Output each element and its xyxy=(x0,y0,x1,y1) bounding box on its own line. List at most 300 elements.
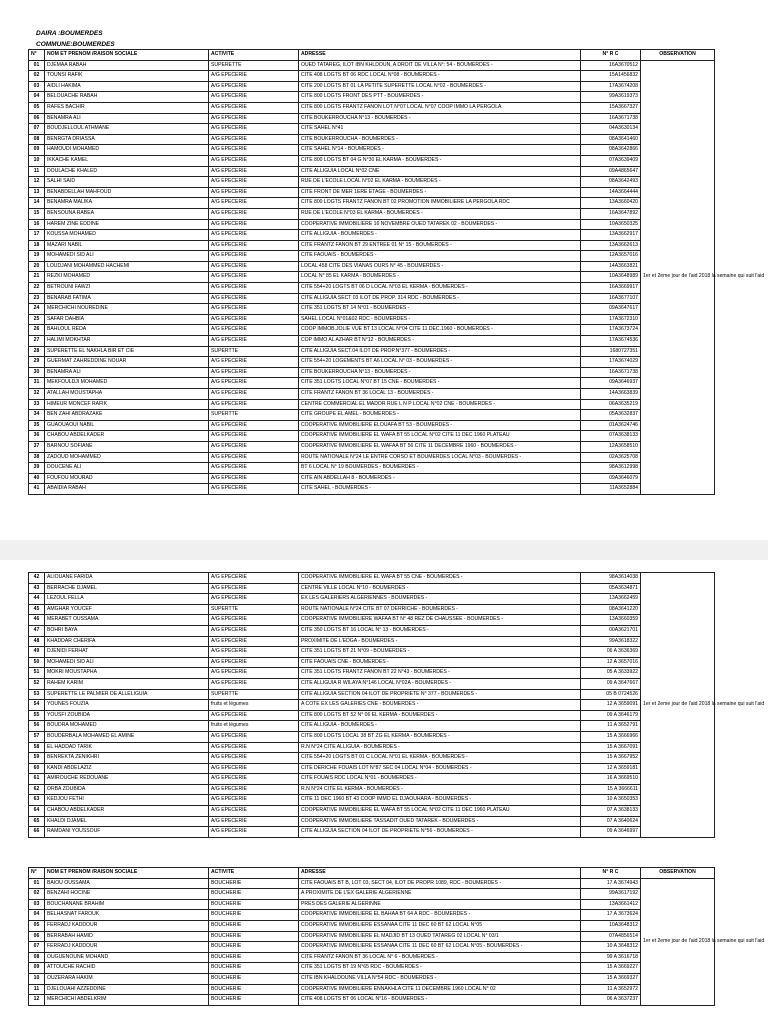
row-address: CITE 800 LOGTS FRANTZ FANON BT 02 PROMOTION IMMOBILIERE LA PERGOLA RDC xyxy=(299,198,581,209)
row-name: MEKFOULDJI MOHAMED xyxy=(45,378,209,389)
row-activity: BOUCHERIE xyxy=(209,899,299,910)
row-activity: A/G EPECERIE xyxy=(209,816,299,827)
row-name: HAREM ZINE EDDINE xyxy=(45,219,209,230)
row-activity: A/G EPECERIE xyxy=(209,240,299,251)
row-address: CITE 800 LOGTS BT 52 N° 06 EL KERMA - BOUMERDES - xyxy=(299,710,581,721)
row-activity: A/G EPECERIE xyxy=(209,678,299,689)
row-address: CITE AIN ABDELLAH 8 - BOUMERDES - xyxy=(299,473,581,484)
row-name: BENSOUNA RABEA xyxy=(45,208,209,219)
row-address: COOPERATIVE IMMOBILIERE EL WAFA BT 55 LOCAL N°02 CITE 11 DEC 1960 PLATEAU xyxy=(299,806,581,817)
row-number: 45 xyxy=(29,604,45,615)
col-header-num: N° xyxy=(29,868,45,879)
row-rc: 17A3674208 xyxy=(581,81,641,92)
row-number: 23 xyxy=(29,293,45,304)
row-activity: A/G EPECERIE xyxy=(209,389,299,400)
row-address: CITE ALLIGUIA SECTION 04 ILOT DE PROPRIETE N° 377 - BOUMERDES - xyxy=(299,689,581,700)
col-header-rc: N° R C xyxy=(581,868,641,879)
table-row xyxy=(29,177,715,188)
row-number: 24 xyxy=(29,304,45,315)
table-row xyxy=(29,963,715,974)
row-address: CITE 351 LOGTS BT 21 N°09 - BOUMERDES - xyxy=(299,647,581,658)
row-number: 05 xyxy=(29,102,45,113)
row-name: RAMDANI YOUSSOUF xyxy=(45,827,209,838)
row-activity: BOUCHERIE xyxy=(209,920,299,931)
row-address: COP IMMO AL AZHAR BT N°12 - BOUMERDES - xyxy=(299,336,581,347)
row-number: 04 xyxy=(29,92,45,103)
table-row xyxy=(29,636,715,647)
table-row xyxy=(29,357,715,368)
row-activity: A/G EPECERIE xyxy=(209,251,299,262)
row-name: BELOUACHE RABAH xyxy=(45,92,209,103)
row-name: BELHASNAT FAROUK xyxy=(45,910,209,921)
row-address: COOPERATIVE IMMOBILIERE ELOUAFA BT 53 - BOUMERDES - xyxy=(299,420,581,431)
row-number: 10 xyxy=(29,973,45,984)
row-number: 25 xyxy=(29,314,45,325)
row-number: 43 xyxy=(29,583,45,594)
row-name: BAHLOUL REDA xyxy=(45,325,209,336)
table-row xyxy=(29,899,715,910)
table-row xyxy=(29,113,715,124)
row-rc: 13A3660420 xyxy=(581,198,641,209)
row-rc: 10 A 3648312 xyxy=(581,942,641,953)
row-rc: 15 A 3667952 xyxy=(581,753,641,764)
row-address: A PROXIMITE DE L'EX GALERIE ALGERIENNE xyxy=(299,889,581,900)
row-rc: 01A3624746 xyxy=(581,420,641,431)
row-rc: 17 A 3673624 xyxy=(581,910,641,921)
document-page-2 xyxy=(0,560,768,1024)
row-activity: A/G EPECERIE xyxy=(209,336,299,347)
row-rc: 17A3672310 xyxy=(581,314,641,325)
row-address: COOPERATIVE IMMOBILIERE 16 NOVEMBRE OUED TATAREK 02 - BOUMERDES - xyxy=(299,219,581,230)
row-name: BETROUNI FAWZI xyxy=(45,283,209,294)
table-row xyxy=(29,931,715,942)
row-rc: 08A3641460 xyxy=(581,134,641,145)
row-activity: A/G EPECERIE xyxy=(209,636,299,647)
table-row xyxy=(29,389,715,400)
table-row xyxy=(29,410,715,421)
observation-cell: 1er et 2eme jour de l'aid 2018 la semaine qui suit l'aid xyxy=(641,573,715,838)
row-activity: A/G EPECERIE xyxy=(209,71,299,82)
row-name: ORBA ZOUBIDA xyxy=(45,784,209,795)
row-number: 22 xyxy=(29,283,45,294)
row-rc: 10A3650325 xyxy=(581,219,641,230)
row-name: EL HADDAD TARIK xyxy=(45,742,209,753)
row-name: AMGHAR YOUCEF xyxy=(45,604,209,615)
row-activity: SUPERTTE xyxy=(209,689,299,700)
row-address: CITE ALLIGUIA R WILAYA N°146 LOCAL N°02A - BOUMERDES - xyxy=(299,678,581,689)
col-header-name: NOM ET PRENOM /RAISON SOCIALE xyxy=(45,50,209,61)
row-rc: 98A3614038 xyxy=(581,573,641,584)
row-address: CITE FOUAIS RDC LOCAL N°01 - BOUMERDES - xyxy=(299,774,581,785)
row-name: ATALLAH MOUSTAPHA xyxy=(45,389,209,400)
table-row xyxy=(29,378,715,389)
row-number: 30 xyxy=(29,367,45,378)
row-rc: 98A3612998 xyxy=(581,463,641,474)
row-number: 57 xyxy=(29,731,45,742)
row-number: 36 xyxy=(29,431,45,442)
table-row xyxy=(29,463,715,474)
row-name: MERCHICHI ABDELKRIM xyxy=(45,995,209,1006)
row-rc: 17 A 3674943 xyxy=(581,878,641,889)
row-address: COOPERATIVE IMMOBILIERE ESSANAA CITE 11 DEC 60 BT 62 LOCAL N°05 - BOUMERDES - xyxy=(299,942,581,953)
row-rc: 10A3648989 xyxy=(581,272,641,283)
table-row xyxy=(29,604,715,615)
row-activity: A/G EPECERIE xyxy=(209,166,299,177)
row-number: 29 xyxy=(29,357,45,368)
row-activity: A/G EPECERIE xyxy=(209,647,299,658)
row-rc: 09A3646079 xyxy=(581,473,641,484)
row-address: CITE 11 DEC 1960 BT 43 COOP IMMO EL DJAOUHARA - BOUMERDES - xyxy=(299,795,581,806)
row-activity: A/G EPECERIE xyxy=(209,367,299,378)
row-address: COOPERATIVE IMMOBILIERE TASSADIT OUED TATAREK - BOUMERDES - xyxy=(299,816,581,827)
row-number: 52 xyxy=(29,678,45,689)
row-rc: 17A3674536 xyxy=(581,336,641,347)
row-address: CITE SAHEL - BOUMERDES - xyxy=(299,484,581,495)
row-activity: A/G EPECERIE xyxy=(209,304,299,315)
table-row xyxy=(29,71,715,82)
row-number: 51 xyxy=(29,668,45,679)
row-address: CITE 200 LOGTS BT 01 LA PETITE SUPERETTE LOCAL N°02 - BOUMERDES - xyxy=(299,81,581,92)
row-number: 26 xyxy=(29,325,45,336)
row-address: A COTE EX LES GALERIES CNE - BOUMERDES - xyxy=(299,700,581,711)
row-number: 06 xyxy=(29,931,45,942)
row-address: COOPERATIVE IMMOBILIERE ENNAKHLA CITE 11 DECEMBRE 1960 LOCAL N° 02 xyxy=(299,984,581,995)
row-address: BT 6 LOCAL N° 19 BOUMERDES - BOUMERDES - xyxy=(299,463,581,474)
table-row xyxy=(29,251,715,262)
row-number: 60 xyxy=(29,763,45,774)
row-number: 02 xyxy=(29,889,45,900)
row-address: LOCAL N° 85 EL KARMA - BOUMERDES - xyxy=(299,272,581,283)
row-activity: A/G EPECERIE xyxy=(209,325,299,336)
col-header-address: ADRESSE xyxy=(299,50,581,61)
table-row xyxy=(29,187,715,198)
row-number: 54 xyxy=(29,700,45,711)
table-row xyxy=(29,346,715,357)
row-number: 41 xyxy=(29,484,45,495)
merchant-table-2 xyxy=(28,572,765,838)
row-name: MAZARI NABIL xyxy=(45,240,209,251)
row-address: COOPERATIVE IMMOBILIERE EL WAFAA BT 56 CITE 11 DECEMBRE 1960 - BOUMERDES - xyxy=(299,441,581,452)
row-number: 47 xyxy=(29,625,45,636)
row-number: 17 xyxy=(29,230,45,241)
table-row xyxy=(29,689,715,700)
table-row xyxy=(29,784,715,795)
row-address: COOPERATIVE IMMOBILIERE WAFAA BT N° 48 REZ DE CHAUSSEE - BOUMERDES - xyxy=(299,615,581,626)
row-name: ALIOUANE FARIDA xyxy=(45,573,209,584)
row-number: 06 xyxy=(29,113,45,124)
row-activity: A/G EPECERIE xyxy=(209,668,299,679)
row-rc: 06A3635219 xyxy=(581,399,641,410)
col-header-observation: OBSERVATION xyxy=(641,868,715,879)
table-row xyxy=(29,625,715,636)
row-rc: 08A3641220 xyxy=(581,604,641,615)
row-activity: A/G EPECERIE xyxy=(209,177,299,188)
row-name: KEDJOU FETHI xyxy=(45,795,209,806)
row-address: CITE 350 LOGTS BT 16 LOCAL N° 13 - BOUMERDES - xyxy=(299,625,581,636)
row-rc: 12A3657016 xyxy=(581,251,641,262)
row-activity: A/G EPECERIE xyxy=(209,187,299,198)
row-name: YOUSFI ZOUBIDA xyxy=(45,710,209,721)
row-rc: 09A4865647 xyxy=(581,166,641,177)
row-name: YOUNES FOUZIA xyxy=(45,700,209,711)
row-address: CITE BOUKERROUCHA N°13 - BOUMERDES - xyxy=(299,367,581,378)
table-header-row xyxy=(29,50,715,61)
row-number: 11 xyxy=(29,166,45,177)
table-row xyxy=(29,166,715,177)
row-rc: 12 A 3657016 xyxy=(581,657,641,668)
row-activity: A/G EPECERIE xyxy=(209,102,299,113)
row-name: FERRADJ KADDOUR xyxy=(45,942,209,953)
row-number: 33 xyxy=(29,399,45,410)
row-activity: A/G EPECERIE xyxy=(209,261,299,272)
row-number: 44 xyxy=(29,594,45,605)
row-activity: A/G EPECERIE xyxy=(209,657,299,668)
table-row xyxy=(29,710,715,721)
table-row xyxy=(29,827,715,838)
row-rc: 08A3642866 xyxy=(581,145,641,156)
row-name: HALIMI MOKHTAR xyxy=(45,336,209,347)
row-number: 07 xyxy=(29,124,45,135)
row-address: CITE ALLIGUIA - BOUMERDES - xyxy=(299,230,581,241)
table-row xyxy=(29,452,715,463)
table-row xyxy=(29,984,715,995)
row-name: HIMEUR MONCEF RAFIK xyxy=(45,399,209,410)
row-name: BENZAHI HOCINE xyxy=(45,889,209,900)
row-name: OUGUENOUNE MOHAND xyxy=(45,952,209,963)
row-activity: A/G EPECERIE xyxy=(209,463,299,474)
table-row xyxy=(29,92,715,103)
table-row xyxy=(29,806,715,817)
row-name: HAMOUDI MOHAMED xyxy=(45,145,209,156)
col-header-name: NOM ET PRENOM /RAISON SOCIALE xyxy=(45,868,209,879)
row-activity: A/G EPECERIE xyxy=(209,219,299,230)
row-address: OUED TATAREG, ILOT IBN KHLDOUN, A DROIT DE VILLA N°: 54 - BOUMERDES - xyxy=(299,60,581,71)
row-activity: A/G EPECERIE xyxy=(209,420,299,431)
row-rc: 05A3632837 xyxy=(581,410,641,421)
row-rc: 14A3663839 xyxy=(581,389,641,400)
row-name: BAIOU OUSSAMA xyxy=(45,878,209,889)
row-rc: 09 A 3647667 xyxy=(581,678,641,689)
row-address: CITE BOUKERROUCHA N°13 - BOUMERDES - xyxy=(299,113,581,124)
row-address: SAHEL LOCAL N°01&02 RDC - BOUMERDES - xyxy=(299,314,581,325)
row-rc: 14A3664444 xyxy=(581,187,641,198)
observation-cell: 1er et 2eme jour de l'aid 2018 la semaine qui suit l'aid xyxy=(641,878,715,1005)
row-activity: A/G EPECERIE xyxy=(209,399,299,410)
row-number: 49 xyxy=(29,647,45,658)
row-rc: 11A3652884 xyxy=(581,484,641,495)
row-name: MERABET OUSSAMA xyxy=(45,615,209,626)
row-address: CITE 554+20 LOGTS BT 06 D LOCAL N°03 EL KERMA - BOUMERDES - xyxy=(299,283,581,294)
row-number: 19 xyxy=(29,251,45,262)
row-rc: 15 A 3666611 xyxy=(581,784,641,795)
row-rc: 17A3674029 xyxy=(581,357,641,368)
row-number: 63 xyxy=(29,795,45,806)
row-name: BOUDERBALA MOHAMED EL AMINE xyxy=(45,731,209,742)
row-address: CITE 408 LOGTS BT 06 LOCAL N°16 - BOUMERDES - xyxy=(299,995,581,1006)
row-rc: 1680727351 xyxy=(581,346,641,357)
row-activity: A/G EPECERIE xyxy=(209,92,299,103)
table-row xyxy=(29,219,715,230)
row-number: 03 xyxy=(29,899,45,910)
row-name: FERRADJ KADDOUR xyxy=(45,920,209,931)
row-activity: A/G EPECERIE xyxy=(209,710,299,721)
row-name: BENAMRA ALI xyxy=(45,113,209,124)
row-activity: A/G EPECERIE xyxy=(209,283,299,294)
row-name: RAHEM KARIM xyxy=(45,678,209,689)
table-row xyxy=(29,208,715,219)
row-address: CITE FAOUAIS - BOUMERDES - xyxy=(299,251,581,262)
row-address: COOPERATIVE IMMOBILIERE ESSANAA CITE 11 DEC 60 BT 62 LOCAL N°05 xyxy=(299,920,581,931)
table-row xyxy=(29,124,715,135)
row-rc: 12 A 3659091 xyxy=(581,700,641,711)
row-activity: A/G EPECERIE xyxy=(209,753,299,764)
row-rc: 07A3638133 xyxy=(581,431,641,442)
row-number: 02 xyxy=(29,71,45,82)
row-activity: A/G EPECERIE xyxy=(209,742,299,753)
row-name: BENAMRA ALI xyxy=(45,367,209,378)
table-row xyxy=(29,678,715,689)
row-activity: A/G EPECERIE xyxy=(209,573,299,584)
row-address: CITE IBN KHALDOUNE VILLA N°54 RDC - BOUMERDES - xyxy=(299,973,581,984)
row-name: BOUCHANANE BRAHIM xyxy=(45,899,209,910)
row-number: 21 xyxy=(29,272,45,283)
row-rc: 09A3647617 xyxy=(581,304,641,315)
row-number: 14 xyxy=(29,198,45,209)
table-row xyxy=(29,583,715,594)
row-number: 61 xyxy=(29,774,45,785)
row-name: KHALDI DJAMEL xyxy=(45,816,209,827)
row-rc: 13A3662613 xyxy=(581,240,641,251)
row-address: COOPERATIVE IMMOBILIERE EL BAHAA BT 64 A RDC - BOUMERDES - xyxy=(299,910,581,921)
row-rc: 06 A 3637237 xyxy=(581,995,641,1006)
row-number: 53 xyxy=(29,689,45,700)
row-address: CITE GROUPE EL AMEL - BOUMERDES - xyxy=(299,410,581,421)
row-activity: A/G EPECERIE xyxy=(209,113,299,124)
row-address: PROXIMITE DE L'EDGA - BOUMERDES - xyxy=(299,636,581,647)
row-activity: A/G EPECERIE xyxy=(209,314,299,325)
row-address: CITE 408 LOGTS BT 06 RDC LOCAL N°08 - BOUMERDES - xyxy=(299,71,581,82)
row-number: 07 xyxy=(29,942,45,953)
col-header-activity: ACTIVITE xyxy=(209,868,299,879)
row-activity: A/G EPECERIE xyxy=(209,431,299,442)
row-rc: 15 A 3667091 xyxy=(581,742,641,753)
row-activity: BOUCHERIE xyxy=(209,952,299,963)
row-activity: BOUCHERIE xyxy=(209,973,299,984)
row-rc: 13A3661412 xyxy=(581,899,641,910)
row-name: ATTOUCHE RACHID xyxy=(45,963,209,974)
row-rc: 06 A 3636369 xyxy=(581,647,641,658)
row-activity: SUPERTTE xyxy=(209,604,299,615)
row-name: LOUDJANI MOHAMMED HACHEMI xyxy=(45,261,209,272)
row-activity: A/G EPECERIE xyxy=(209,124,299,135)
row-rc: 16 A 3669510 xyxy=(581,774,641,785)
table-row xyxy=(29,134,715,145)
table-row xyxy=(29,657,715,668)
row-rc: 07A4856514 xyxy=(581,931,641,942)
row-rc: 16A3677107 xyxy=(581,293,641,304)
row-activity: BOUCHERIE xyxy=(209,942,299,953)
row-number: 31 xyxy=(29,378,45,389)
row-activity: SUPERETTE xyxy=(209,60,299,71)
row-name: RAFES BACHIR xyxy=(45,102,209,113)
row-number: 05 xyxy=(29,920,45,931)
row-number: 58 xyxy=(29,742,45,753)
row-number: 01 xyxy=(29,60,45,71)
row-name: DJELOUAHI AZZEDDINE xyxy=(45,984,209,995)
row-name: KHADDAR CHERIFA xyxy=(45,636,209,647)
row-number: 46 xyxy=(29,615,45,626)
table-row xyxy=(29,920,715,931)
table-row xyxy=(29,742,715,753)
row-address: CITE FAOUAIS CNE - BOUMERDES - xyxy=(299,657,581,668)
row-rc: 08A3642493 xyxy=(581,177,641,188)
table-row xyxy=(29,145,715,156)
row-name: TOUNSI RAFIK xyxy=(45,71,209,82)
row-activity: BOUCHERIE xyxy=(209,963,299,974)
row-number: 04 xyxy=(29,910,45,921)
row-name: MOHAMEDI SID ALI xyxy=(45,657,209,668)
table-row xyxy=(29,304,715,315)
table-row xyxy=(29,473,715,484)
table-row xyxy=(29,283,715,294)
row-number: 03 xyxy=(29,81,45,92)
row-rc: 16A3670512 xyxy=(581,60,641,71)
row-name: BENREKTA ZENIKHRI xyxy=(45,753,209,764)
row-name: BARNOU SOFIANE xyxy=(45,441,209,452)
table-row xyxy=(29,952,715,963)
row-activity: A/G EPECERIE xyxy=(209,625,299,636)
row-number: 18 xyxy=(29,240,45,251)
row-number: 01 xyxy=(29,878,45,889)
row-activity: A/G EPECERIE xyxy=(209,230,299,241)
row-name: SUPERETTE EL NAKHLA BIR ET CIE xyxy=(45,346,209,357)
row-activity: A/G EPECERIE xyxy=(209,784,299,795)
col-header-address: ADRESSE xyxy=(299,868,581,879)
row-number: 08 xyxy=(29,134,45,145)
row-rc: 02A3625708 xyxy=(581,452,641,463)
row-activity: BOUCHERIE xyxy=(209,984,299,995)
table-row xyxy=(29,240,715,251)
table-row xyxy=(29,700,715,711)
row-rc: 10 A 3650353 xyxy=(581,795,641,806)
row-address: PRES DES GALERIE ALGERINNE xyxy=(299,899,581,910)
row-rc: 13A3660359 xyxy=(581,615,641,626)
row-address: CITE FAOUAIS BT B, LOT 03, SECT 04, ILOT DE PROPR 1089, RDC - BOUMERDES - xyxy=(299,878,581,889)
row-address: CITE 554+20 LOGEMENTS BT A6 LOCAL N° 03 - BOUMERDES - xyxy=(299,357,581,368)
row-address: CITE ALLIGUIA SECT 03 ILOT DE PROP. 314 RDC - BOUMERDES - xyxy=(299,293,581,304)
row-rc: 99 A 3616718 xyxy=(581,952,641,963)
table-row xyxy=(29,763,715,774)
table-row xyxy=(29,325,715,336)
row-activity: A/G EPECERIE xyxy=(209,795,299,806)
row-activity: SUPERTTE xyxy=(209,346,299,357)
row-rc: 05A3634871 xyxy=(581,583,641,594)
row-address: LOCAL 458 CITE DES VIANAS OURS N° 45 - BOUMERDES - xyxy=(299,261,581,272)
table-row xyxy=(29,774,715,785)
table-row xyxy=(29,336,715,347)
row-name: BENARAB FATIMA xyxy=(45,293,209,304)
row-activity: A/G EPECERIE xyxy=(209,357,299,368)
row-name: SAFAR DAHBIA xyxy=(45,314,209,325)
row-rc: 04A3630134 xyxy=(581,124,641,135)
row-rc: 07A3639409 xyxy=(581,155,641,166)
row-name: DOULACHE KHALED xyxy=(45,166,209,177)
row-rc: 17A3673724 xyxy=(581,325,641,336)
table-row xyxy=(29,293,715,304)
row-name: ABAIDIA RABAH xyxy=(45,484,209,495)
merchant-table-1 xyxy=(28,49,765,495)
row-number: 35 xyxy=(29,420,45,431)
